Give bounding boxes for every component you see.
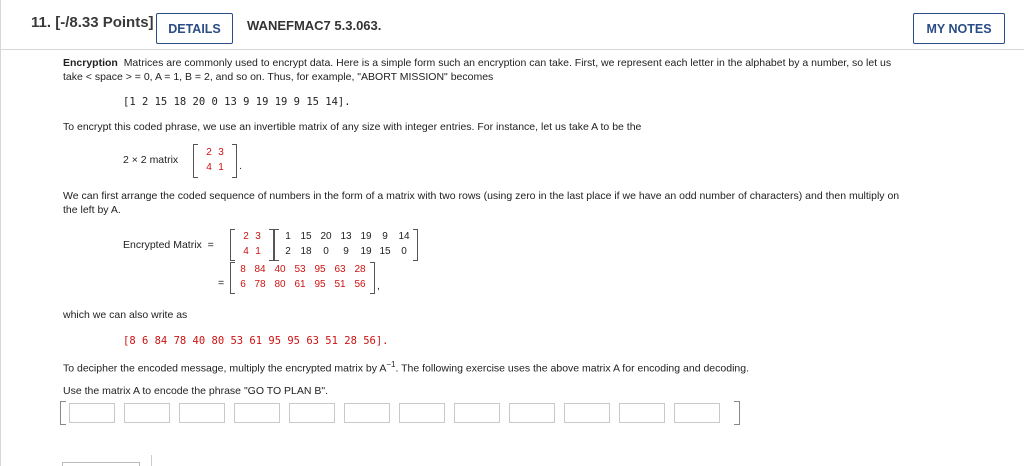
decipher-line [63, 360, 749, 375]
matrix-cell: 2 [243, 231, 249, 242]
matrix-coded [274, 229, 418, 261]
encrypt-intro: To encrypt this coded phrase, we use an invertible matrix of any size with integer entries. For instance, let us take A to be the [63, 121, 642, 133]
matrix-a-cell: 4 [206, 162, 212, 173]
bracket-left [230, 262, 235, 294]
decipher-text: To decipher the encoded message, multiply the encrypted matrix by A [63, 362, 387, 375]
matrix-encrypted-row-1 [236, 264, 370, 275]
matrix-a-cell: 2 [206, 147, 212, 158]
question-number-text: 11. [31, 14, 52, 31]
matrix-cell: 13 [340, 231, 352, 242]
intro-line-1 [63, 57, 891, 69]
matrix-cell: 63 [334, 264, 346, 275]
coded-sequence: [1 2 15 18 20 0 13 9 19 19 9 15 14]. [123, 96, 351, 108]
encrypted-label [123, 239, 214, 251]
question-header [0, 0, 1024, 50]
question-number [31, 14, 154, 31]
bracket-left [193, 144, 198, 178]
trailing-comma: , [377, 280, 380, 292]
matrix-a [193, 144, 237, 178]
answer-input-9[interactable] [509, 403, 555, 423]
answer-input-11[interactable] [619, 403, 665, 423]
answer-input-2[interactable] [124, 403, 170, 423]
points-label: [-/8.33 Points] [55, 14, 154, 31]
answer-input-8[interactable] [454, 403, 500, 423]
matrix-cell: 15 [300, 231, 312, 242]
matrix-a-cell: 1 [218, 162, 224, 173]
matrix-a-row-1 [203, 147, 227, 158]
matrix-cell: 14 [398, 231, 410, 242]
matrix-cell: 0 [323, 246, 329, 257]
matrix-a-factor-row-1 [240, 231, 264, 242]
matrix-cell: 8 [240, 264, 246, 275]
matrix-cell: 2 [285, 246, 291, 257]
matrix-label: 2 × 2 matrix [123, 154, 179, 166]
bracket-left [230, 229, 235, 261]
details-button[interactable]: DETAILS [156, 13, 233, 44]
bracket-right [370, 262, 375, 294]
matrix-cell: 78 [254, 279, 266, 290]
answer-row [60, 401, 740, 425]
matrix-cell: 53 [294, 264, 306, 275]
encrypted-label-text: Encrypted Matrix [123, 239, 202, 251]
my-notes-button[interactable]: MY NOTES [913, 13, 1005, 44]
intro-heading: Encryption [63, 57, 118, 69]
equals-sign: = [207, 239, 214, 251]
intro-text-1: Matrices are commonly used to encrypt data. Here is a simple form such an encryption can take. First, we represent each letter in the alphabet by a number, so let us [123, 57, 892, 69]
intro-line-2: take < space > = 0, A = 1, B = 2, and so on. Thus, for example, "ABORT MISSION" becomes [63, 71, 494, 83]
answer-input-4[interactable] [234, 403, 280, 423]
also-write-line: which we can also write as [63, 309, 188, 321]
matrix-cell: 84 [254, 264, 266, 275]
decipher-rest-text: . The following exercise uses the above matrix A for encoding and decoding. [395, 362, 749, 375]
matrix-cell: 20 [320, 231, 332, 242]
matrix-coded-row-1 [280, 231, 414, 242]
matrix-a-row-2 [203, 162, 227, 173]
matrix-cell: 95 [314, 279, 326, 290]
answer-input-5[interactable] [289, 403, 335, 423]
matrix-encrypted-row-2 [236, 279, 370, 290]
answer-input-10[interactable] [564, 403, 610, 423]
problem-code: WANEFMAC7 5.3.063. [247, 18, 382, 33]
left-border [0, 0, 1, 466]
matrix-a-factor-row-2 [240, 246, 264, 257]
matrix-cell: 4 [243, 246, 249, 257]
matrix-a-cell: 3 [218, 147, 224, 158]
equals-sign-2: = [218, 277, 225, 289]
answer-input-1[interactable] [69, 403, 115, 423]
inverse-exponent: −1 [386, 360, 396, 369]
submit-button-edge[interactable] [62, 462, 140, 466]
matrix-cell: 6 [240, 279, 246, 290]
bracket-left [274, 229, 279, 261]
matrix-cell: 0 [401, 246, 407, 257]
arrange-line-2: the left by A. [63, 204, 121, 216]
matrix-cell: 61 [294, 279, 306, 290]
matrix-cell: 56 [354, 279, 366, 290]
matrix-cell: 51 [334, 279, 346, 290]
matrix-cell: 19 [360, 246, 372, 257]
matrix-cell: 15 [379, 246, 391, 257]
matrix-cell: 9 [382, 231, 388, 242]
matrix-encrypted [230, 262, 375, 294]
matrix-cell: 19 [360, 231, 372, 242]
answer-input-6[interactable] [344, 403, 390, 423]
encrypted-sequence: [8 6 84 78 40 80 53 61 95 95 63 51 28 56]. [123, 335, 389, 347]
matrix-cell: 3 [255, 231, 261, 242]
matrix-cell: 95 [314, 264, 326, 275]
header-divider [0, 49, 1024, 50]
matrix-cell: 40 [274, 264, 286, 275]
divider-stub [151, 455, 152, 466]
matrix-coded-row-2 [280, 246, 414, 257]
answer-bracket-left [60, 401, 66, 425]
bracket-right [232, 144, 237, 178]
matrix-cell: 1 [255, 246, 261, 257]
matrix-cell: 9 [343, 246, 349, 257]
matrix-cell: 80 [274, 279, 286, 290]
answer-input-3[interactable] [179, 403, 225, 423]
arrange-line-1: We can first arrange the coded sequence of numbers in the form of a matrix with two rows (using zero in the last place if we have an odd number of characters) and then multiply on [63, 190, 900, 202]
period-mark: . [239, 160, 242, 172]
matrix-cell: 28 [354, 264, 366, 275]
answer-bracket-right [734, 401, 740, 425]
matrix-cell: 18 [300, 246, 312, 257]
answer-input-7[interactable] [399, 403, 445, 423]
matrix-cell: 1 [285, 231, 291, 242]
answer-input-12[interactable] [674, 403, 720, 423]
task-line: Use the matrix A to encode the phrase "GO TO PLAN B". [63, 385, 329, 397]
matrix-a-factor [230, 229, 274, 261]
